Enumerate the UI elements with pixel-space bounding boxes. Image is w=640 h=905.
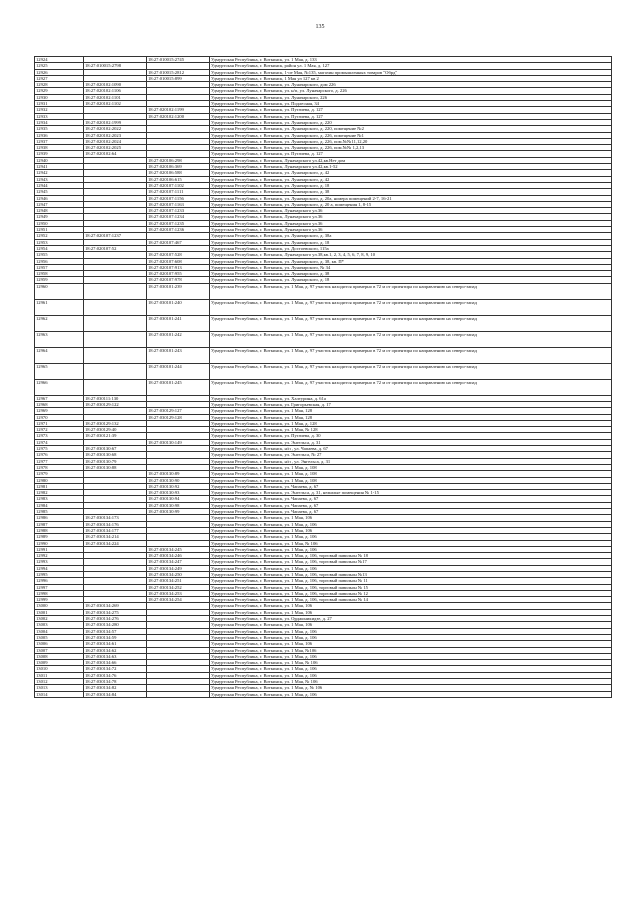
row-number-cell: 12982 — [35, 490, 84, 496]
address-cell: Удмуртская Республика, г. Воткинск, ул. 1 Мая, д. 106 — [210, 691, 612, 697]
address-cell: Удмуртская Республика, г. Воткинск, Луначарского ул.36 — [210, 208, 612, 214]
building-number-cell: 18:27:010015:2745 — [147, 57, 210, 63]
address-cell: Удмуртская Республика, г. Воткинск, Луначарского ул.42,кв.1-52 — [210, 164, 612, 170]
row-number-cell: 12977 — [35, 458, 84, 464]
row-number-cell: 12931 — [35, 101, 84, 107]
address-cell: Удмуртская Республика, г. Воткинск, ул. Пугачева, д. 127 — [210, 113, 612, 119]
building-number-cell: 18:27:020106:588 — [147, 170, 210, 176]
parcel-number-cell: 18:27:030134:76 — [84, 672, 147, 678]
address-cell: Удмуртская Республика, г. Воткинск, ул. 1 Мая, д. 97 участок находится примерно в 72 м от ориентира по направлению на северо-запад — [210, 347, 612, 363]
address-cell: Удмуртская Республика, г. Воткинск, ул. Луначарского, № 34 — [210, 264, 612, 270]
address-cell: Удмуртская Республика, г. Воткинск, ул. 1 Мая, д. 97 участок находится примерно в 72 м от ориентира по направлению на северо-запад — [210, 283, 612, 299]
building-number-cell: 18:27:020102:1199 — [147, 107, 210, 113]
row-number-cell: 12956 — [35, 258, 84, 264]
address-cell: Удмуртская Республика, г. Воткинск, ул. 1 Мая, 106 — [210, 603, 612, 609]
parcel-number-cell: 18:27:030134:84 — [84, 691, 147, 697]
building-number-cell: 18:27:030134:252 — [147, 584, 210, 590]
parcel-number-cell: 18:27:030134:280 — [84, 622, 147, 628]
page-number: 135 — [315, 24, 325, 30]
row-number-cell: 12974 — [35, 439, 84, 445]
row-number-cell: 13001 — [35, 609, 84, 615]
building-number-cell: 18:27:030130:92 — [147, 483, 210, 489]
address-cell: Удмуртская Республика, г. Воткинск, ул. Пугачева, д. 127 — [210, 107, 612, 113]
address-cell: Удмуртская Республика, г. Воткинск, ул. Луначарского, д. 38, кв. П* — [210, 258, 612, 264]
parcel-number-cell: 18:27:030134:214 — [84, 534, 147, 540]
parcel-number-cell — [84, 331, 147, 347]
address-cell: Удмуртская Республика, г. Воткинск, ул. 1 Мая, д. 108 — [210, 471, 612, 477]
address-cell: Удмуртская Республика, г. Воткинск, ул. Луначарского, д. 38 — [210, 189, 612, 195]
row-number-cell: 12995 — [35, 572, 84, 578]
parcel-number-cell: 18:27:020102:2022 — [84, 126, 147, 132]
row-number-cell: 12992 — [35, 553, 84, 559]
parcel-number-cell: 18:27:030129:40 — [84, 427, 147, 433]
row-number-cell: 12962 — [35, 315, 84, 331]
address-cell: Удмуртская Республика, г. Воткинск, ул. 1 Мая, д. 106, торговый павильон № 12 — [210, 590, 612, 596]
address-cell: Удмуртская Республика, г. Воткинск, ул. Достоевского, 115а — [210, 245, 612, 251]
row-number-cell: 12932 — [35, 107, 84, 113]
row-number-cell: 13007 — [35, 647, 84, 653]
address-cell: Удмуртская Республика, г. Воткинск, ул. 1 Мая, № 106 — [210, 660, 612, 666]
parcel-number-cell: 18:27:020102:2025 — [84, 145, 147, 151]
row-number-cell: 13014 — [35, 691, 84, 697]
address-cell: Удмуртская Республика, г. Воткинск, район ул. 1 Мая, д. 127 — [210, 63, 612, 69]
parcel-number-cell: 18:27:030134:66 — [84, 660, 147, 666]
building-number-cell: 18:27:020107:1233 — [147, 208, 210, 214]
building-number-cell: 18:27:030101:243 — [147, 347, 210, 363]
row-number-cell: 12929 — [35, 88, 84, 94]
address-cell: Удмуртская Республика, г. Воткинск, ул. 1 Мая, д. 106 — [210, 521, 612, 527]
row-number-cell: 13002 — [35, 616, 84, 622]
row-number-cell: 12940 — [35, 157, 84, 163]
row-number-cell: 12942 — [35, 170, 84, 176]
row-number-cell: 12988 — [35, 527, 84, 533]
address-cell: Удмуртская Республика, г. Воткинск, ул. 1 Мая, д. 106 — [210, 565, 612, 571]
row-number-cell: 12981 — [35, 483, 84, 489]
address-cell: Удмуртская Республика, г. Воткинск, ул. Энгельса, д. 31, нежилые помещения № 1-15 — [210, 490, 612, 496]
row-number-cell: 12934 — [35, 119, 84, 125]
row-number-cell: 12996 — [35, 578, 84, 584]
parcel-number-cell: 18:27:030134:62 — [84, 647, 147, 653]
row-number-cell: 13013 — [35, 685, 84, 691]
address-cell: Удмуртская Республика, г. Воткинск, ул. Чапаева, д. 67 — [210, 509, 612, 515]
row-number-cell: 12953 — [35, 239, 84, 245]
address-cell: Удмуртская Республика, г. Воткинск, ул. 1 Мая, д. 106 — [210, 653, 612, 659]
address-cell: Удмуртская Республика, г. Воткинск, ул. Чапаева, д. 67 — [210, 496, 612, 502]
building-number-cell: 18:27:020107:1111 — [147, 189, 210, 195]
address-cell: Удмуртская Республика, г. Воткинск, ул. 1 Мая, д. № 106 — [210, 685, 612, 691]
table-row — [35, 331, 612, 347]
building-number-cell: 18:27:030134:249 — [147, 565, 210, 571]
address-cell: Удмуртская Республика, г. Воткинск, Луначарского ул.38,кв.1, 2, 3, 4, 5, 6, 7, 8, 9, 10 — [210, 252, 612, 258]
address-cell: Удмуртская Республика, г. Воткинск, ул. Энгельса, № 27 — [210, 452, 612, 458]
row-number-cell: 12966 — [35, 379, 84, 395]
parcel-number-cell: 18:27:030134:63 — [84, 653, 147, 659]
parcel-number-cell: 18:27:030134:177 — [84, 527, 147, 533]
building-number-cell: 18:27:030130:94 — [147, 496, 210, 502]
building-number-cell: 18:27:020107:467 — [147, 239, 210, 245]
address-cell: Удмуртская Республика, г. Воткинск, 1 Мая ул 127 кв 2 — [210, 75, 612, 81]
row-number-cell: 12968 — [35, 401, 84, 407]
table-row — [35, 363, 612, 379]
row-number-cell: 12959 — [35, 277, 84, 283]
address-cell: Удмуртская Республика, г. Воткинск, ул. 1 Мая, №106 — [210, 647, 612, 653]
table-row — [35, 283, 612, 299]
parcel-number-cell: 18:27:030134:72 — [84, 666, 147, 672]
parcel-number-cell — [84, 299, 147, 315]
address-cell: Удмуртская Республика, г. Воткинск, ул. Луначарского, 226 — [210, 94, 612, 100]
parcel-number-cell: 18:27:030134:82 — [84, 685, 147, 691]
parcel-number-cell: 18:27:020102:2023 — [84, 132, 147, 138]
parcel-number-cell: 18:27:020107:1237 — [84, 233, 147, 239]
address-cell: Удмуртская Республика, г. Воткинск, ул. Орджоникидзе, д. 27 — [210, 616, 612, 622]
row-number-cell: 13000 — [35, 603, 84, 609]
building-number-cell: 18:27:020107:1102 — [147, 182, 210, 188]
building-number-cell: 18:27:030129:128 — [147, 414, 210, 420]
row-number-cell: 12950 — [35, 220, 84, 226]
register-table-body — [35, 57, 612, 698]
parcel-number-cell — [84, 347, 147, 363]
building-number-cell: 18:27:030130:90 — [147, 477, 210, 483]
row-number-cell: 13008 — [35, 653, 84, 659]
row-number-cell: 12970 — [35, 414, 84, 420]
building-number-cell: 18:27:030130:98 — [147, 502, 210, 508]
address-cell: Удмуртская Республика, г. Воткинск, ул. 1 Мая, д. 97 участок находится примерно в 72 м от ориентира по направлению на северо-запад — [210, 315, 612, 331]
building-number-cell: 18:27:030101:241 — [147, 315, 210, 331]
row-number-cell: 12989 — [35, 534, 84, 540]
parcel-number-cell: 18:27:030134:275 — [84, 609, 147, 615]
address-cell: Удмуртская Республика, г. Воткинск, ул. 1 Мая, д. 106 — [210, 672, 612, 678]
row-number-cell: 12946 — [35, 195, 84, 201]
row-number-cell: 12961 — [35, 299, 84, 315]
address-cell: Удмуртская Республика, г. Воткинск, ул. 1 Мая, 106 — [210, 609, 612, 615]
row-number-cell: 12951 — [35, 227, 84, 233]
row-number-cell: 13012 — [35, 679, 84, 685]
address-cell: Удмуртская Республика, г. Воткинск, ул. Луначарского, д. 18 — [210, 277, 612, 283]
building-number-cell: 18:27:020107:1234 — [147, 214, 210, 220]
row-number-cell: 12984 — [35, 502, 84, 508]
building-number-cell: 18:27:010015:899 — [147, 75, 210, 81]
row-number-cell: 12991 — [35, 546, 84, 552]
row-number-cell: 12927 — [35, 75, 84, 81]
building-number-cell: 18:27:020107:528 — [147, 252, 210, 258]
row-number-cell: 12972 — [35, 427, 84, 433]
parcel-number-cell: 18:27:020102:1090 — [84, 82, 147, 88]
address-cell: Удмуртская Республика, г. Воткинск, ул. 1 Мая, 106 — [210, 527, 612, 533]
table-row — [35, 299, 612, 315]
row-number-cell: 12945 — [35, 189, 84, 195]
address-cell: Удмуртская Республика, г. Воткинск, ул. Луначарского, д. 38 — [210, 271, 612, 277]
address-cell: Удмуртская Республика, г. Воткинск, ул. 1 Мая, д. 106, торговый павильон № 18 — [210, 553, 612, 559]
address-cell: Удмуртская Республика, г. Воткинск, ул. 1 Мая, д. 106, торговый павильон № 15 — [210, 584, 612, 590]
row-number-cell: 12954 — [35, 245, 84, 251]
building-number-cell: 18:27:030134:250 — [147, 572, 210, 578]
address-cell: Удмуртская Республика, г. Воткинск, ул. 1 Мая, 128 — [210, 408, 612, 414]
address-cell: Удмуртская Республика, г. Воткинск, ул. 1 Мая, д. 128 — [210, 420, 612, 426]
row-number-cell: 12936 — [35, 132, 84, 138]
address-cell: Удмуртская Республика, г. Воткинск, ул. 1 Мая, д. 106 — [210, 666, 612, 672]
address-cell: Удмуртская Республика, г. Воткинск, Луначарского ул.36 — [210, 227, 612, 233]
row-number-cell: 12930 — [35, 94, 84, 100]
address-cell: Удмуртская Республика, г. Воткинск, ул. Пугачева, д. 30 — [210, 433, 612, 439]
address-cell: Удмуртская Республика, г. Воткинск, ул. Луначарского, дом 226 — [210, 82, 612, 88]
building-number-cell: 18:27:020107:1236 — [147, 227, 210, 233]
address-cell: Удмуртская Республика, г. Воткинск, ул. 1 Мая, № 106 — [210, 679, 612, 685]
address-cell: Удмуртская Республика, г. Воткинск, ул. 1 Мая, д. 108 — [210, 477, 612, 483]
address-cell: Удмуртская Республика, г. Воткинск, ул. Луначарского, д. 20 а, помещения 1, 8-15 — [210, 201, 612, 207]
building-number-cell: 18:27:020107:955 — [147, 271, 210, 277]
row-number-cell: 12965 — [35, 363, 84, 379]
address-cell: Удмуртская Республика, г. Воткинск, ул. Луначарского, д. 220, помещение №2 — [210, 126, 612, 132]
row-number-cell: 13003 — [35, 622, 84, 628]
row-number-cell: 12999 — [35, 597, 84, 603]
row-number-cell: 12971 — [35, 420, 84, 426]
building-number-cell: 18:27:030101:242 — [147, 331, 210, 347]
row-number-cell: 12986 — [35, 515, 84, 521]
address-cell: Удмуртская Республика, г. Воткинск, Луначарского ул.42,кв.Нет дом — [210, 157, 612, 163]
address-cell: Удмуртская Республика, г. Воткинск, ул. 1 Мая, д. 106 — [210, 628, 612, 634]
row-number-cell: 13006 — [35, 641, 84, 647]
row-number-cell: 12994 — [35, 565, 84, 571]
row-number-cell: 12948 — [35, 208, 84, 214]
address-cell: Удмуртская Республика, г. Воткинск, ул. 1 Мая, д. 106, торговый павильон № 14 — [210, 597, 612, 603]
address-cell: Удмуртская Республика, г. Воткинск, ул. Луначарского, д. 42 — [210, 170, 612, 176]
building-number-cell: 18:27:030130:149 — [147, 439, 210, 445]
building-number-cell: 18:27:020106:615 — [147, 176, 210, 182]
building-number-cell: 18:27:010015:2812 — [147, 69, 210, 75]
table-row — [35, 691, 612, 697]
address-cell: Удмуртская Республика, г. Воткинск, Луначарского ул.36 — [210, 220, 612, 226]
address-cell: Удмуртская Республика, г. Воткинск, ул. 1 Мая, д. 108 — [210, 464, 612, 470]
row-number-cell: 12960 — [35, 283, 84, 299]
address-cell: Удмуртская Республика, г. Воткинск, ул. Луначарского, д. 38а — [210, 233, 612, 239]
building-number-cell: 18:27:030101:239 — [147, 283, 210, 299]
address-cell: Удмуртская Республика, г. Воткинск, ул. 1 Мая, № 128 — [210, 427, 612, 433]
row-number-cell: 12998 — [35, 590, 84, 596]
parcel-number-cell — [84, 283, 147, 299]
address-cell: Удмуртская Республика, г. Воткинск, Луначарского ул.36 — [210, 214, 612, 220]
row-number-cell: 12990 — [35, 540, 84, 546]
parcel-number-cell: 18:27:030130:68 — [84, 452, 147, 458]
address-cell: Удмуртская Республика, г. Воткинск, ул. Халтурина, д. 61а — [210, 395, 612, 401]
building-number-cell: 18:27:030130:93 — [147, 490, 210, 496]
row-number-cell: 12957 — [35, 264, 84, 270]
address-cell: Удмуртская Республика, г. Воткинск, ул. 1 Мая, д. 106 — [210, 546, 612, 552]
building-number-cell: 18:27:030101:245 — [147, 379, 210, 395]
address-cell: Удмуртская Республика, г. Воткинск, ул. 1 Мая, 106 — [210, 641, 612, 647]
parcel-number-cell: 18:27:030134:173 — [84, 515, 147, 521]
parcel-number-cell: 18:27:030134:57 — [84, 628, 147, 634]
address-cell: Удмуртская Республика, г. Воткинск, ул. Пугачева, д. 127 — [210, 151, 612, 157]
table-row — [35, 315, 612, 331]
row-number-cell: 12978 — [35, 464, 84, 470]
address-cell: Удмуртская Республика, г. Воткинск, ул. 1 Мая, д. 106 — [210, 634, 612, 640]
address-cell: Удмуртская Республика, г. Воткинск, ул. Луначарского, д. 226, пом.№№ 1,2,13 — [210, 145, 612, 151]
table-row — [35, 379, 612, 395]
building-number-cell: 18:27:030134:251 — [147, 578, 210, 584]
row-number-cell: 12997 — [35, 584, 84, 590]
address-cell: Удмуртская Республика, г. Воткинск, ул. 1 Мая, 106 — [210, 515, 612, 521]
parcel-number-cell: 18:27:020102:1102 — [84, 101, 147, 107]
address-cell: Удмуртская Республика, г. Воткинск, ул. 1 Мая, д. 97 участок находится примерно в 72 м от ориентира по направлению на северо-запад — [210, 363, 612, 379]
parcel-number-cell: 18:27:030134:59 — [84, 634, 147, 640]
building-number-cell: 18:27:030134:245 — [147, 546, 210, 552]
row-number-cell: 12941 — [35, 164, 84, 170]
row-number-cell: 12938 — [35, 145, 84, 151]
parcel-number-cell: 18:27:030130:67 — [84, 446, 147, 452]
address-cell: Удмуртская Республика, г. Воткинск, ул. 1 Мая, 128 — [210, 414, 612, 420]
parcel-number-cell: 18:27:030130:88 — [84, 464, 147, 470]
address-cell: Удмуртская Республика, г. Воткинск, ул. 1 Мая, № 106 — [210, 540, 612, 546]
parcel-number-cell: 18:27:020102:1101 — [84, 94, 147, 100]
parcel-number-cell — [84, 315, 147, 331]
address-cell: Удмуртская Республика, г. Воткинск, ул. 1 Мая, 106 — [210, 622, 612, 628]
parcel-number-cell: 18:27:030134:269 — [84, 603, 147, 609]
parcel-number-cell: 18:27:020102:64 — [84, 151, 147, 157]
row-number-cell: 12924 — [35, 57, 84, 63]
building-number-cell: 18:27:020107:1156 — [147, 195, 210, 201]
building-number-cell — [147, 691, 210, 697]
address-cell: Удмуртская Республика, г. Воткинск, ул. н/п, ул. Луначарского, д. 226 — [210, 88, 612, 94]
address-cell: Удмуртская Республика, г. Воткинск, ул. Чапаева, д. 67 — [210, 502, 612, 508]
building-number-cell: 18:27:030130:99 — [147, 509, 210, 515]
row-number-cell: 12975 — [35, 446, 84, 452]
address-cell: Удмуртская Республика, г. Воткинск, ул. 1 Мая, д. 133 — [210, 57, 612, 63]
row-number-cell: 13004 — [35, 628, 84, 634]
address-cell: Удмуртская Республика, г. Воткинск, ул. Луначарского, д. 220 — [210, 119, 612, 125]
address-cell: Удмуртская Республика, г. Воткинск, ул. Луначарского, д. 20а, номера помещений 2-7, 16-21 — [210, 195, 612, 201]
row-number-cell: 12969 — [35, 408, 84, 414]
parcel-number-cell: 18:27:030111:130 — [84, 395, 147, 401]
row-number-cell: 13011 — [35, 672, 84, 678]
row-number-cell: 12935 — [35, 126, 84, 132]
building-number-cell: 18:27:030101:244 — [147, 363, 210, 379]
address-cell: Удмуртская Республика, г. Воткинск, ул. 1 Мая, д. 97 участок находится примерно в 72 м от ориентира по направлению на северо-запад — [210, 379, 612, 395]
row-number-cell: 12939 — [35, 151, 84, 157]
row-number-cell: 12944 — [35, 182, 84, 188]
parcel-number-cell: 18:27:030129:132 — [84, 420, 147, 426]
row-number-cell: 12952 — [35, 233, 84, 239]
parcel-number-cell: 18:27:010015:2798 — [84, 63, 147, 69]
building-number-cell: 18:27:030101:240 — [147, 299, 210, 315]
address-cell: Удмуртская Республика, г. Воткинск, ул. 1 Мая, д. 106, торговый павильон №17 — [210, 559, 612, 565]
address-cell: Удмуртская Республика, г. Воткинск, ул. Луначарского, д. 18 — [210, 182, 612, 188]
address-cell: Удмуртская Республика, г. Воткинск, н/п , ул. Чапаева, д. 67 — [210, 446, 612, 452]
row-number-cell: 12987 — [35, 521, 84, 527]
row-number-cell: 13009 — [35, 660, 84, 666]
parcel-number-cell: 18:27:030134:61 — [84, 641, 147, 647]
building-number-cell: 18:27:030130:89 — [147, 471, 210, 477]
row-number-cell: 12976 — [35, 452, 84, 458]
parcel-number-cell — [84, 379, 147, 395]
row-number-cell: 12926 — [35, 69, 84, 75]
row-number-cell: 12963 — [35, 331, 84, 347]
row-number-cell: 12928 — [35, 82, 84, 88]
building-number-cell: 18:27:030134:253 — [147, 590, 210, 596]
address-cell: Удмуртская Республика, г. Воткинск, ул. 1 Мая, д. 106, торговый павильон №13 — [210, 572, 612, 578]
building-number-cell: 18:27:030129:127 — [147, 408, 210, 414]
address-cell: Удмуртская Республика, г. Воткинск, ул. 1 Мая, д. 97 участок находится примерно в 72 м от ориентира по направлению на северо-запад — [210, 331, 612, 347]
parcel-number-cell: 18:27:030121:39 — [84, 433, 147, 439]
address-cell: Удмуртская Республика, г. Воткинск, ул. Чапаева, д. 67 — [210, 483, 612, 489]
address-cell: Удмуртская Республика, г. Воткинск, ул. Луначарского, д. 42 — [210, 176, 612, 182]
row-number-cell: 12964 — [35, 347, 84, 363]
row-number-cell: 13005 — [35, 634, 84, 640]
parcel-number-cell: 18:27:030134:224 — [84, 540, 147, 546]
parcel-number-cell: 18:27:030129:122 — [84, 401, 147, 407]
row-number-cell: 12955 — [35, 252, 84, 258]
parcel-number-cell: 18:27:030134:78 — [84, 679, 147, 685]
building-number-cell: 18:27:020106:298 — [147, 157, 210, 163]
address-cell: Удмуртская Республика, г. Воткинск, ул. Луначарского, д. 18 — [210, 239, 612, 245]
building-number-cell: 18:27:030134:246 — [147, 553, 210, 559]
row-number-cell: 12943 — [35, 176, 84, 182]
parcel-number-cell: 18:27:030134:276 — [84, 616, 147, 622]
parcel-number-cell — [84, 363, 147, 379]
address-cell: Удмуртская Республика, г. Воткинск, ул. Григорьевская, д. 17 — [210, 401, 612, 407]
register-table — [34, 56, 612, 698]
row-number-cell: 12979 — [35, 471, 84, 477]
parcel-number-cell: 18:27:020102:1106 — [84, 88, 147, 94]
address-cell: Удмуртская Республика, г. Воткинск, 1-ое Мая, №135, магазин промышленных товаров "Обрд" — [210, 69, 612, 75]
building-number-cell: 18:27:030134:254 — [147, 597, 210, 603]
address-cell: Удмуртская Республика, г. Воткинск, ул. Энгельса, д. 31 — [210, 439, 612, 445]
row-number-cell: 12973 — [35, 433, 84, 439]
row-number-cell: 12947 — [35, 201, 84, 207]
building-number-cell: 18:27:020107:913 — [147, 264, 210, 270]
address-cell: Удмуртская Республика, г. Воткинск, ул. Луначарского, д. 226, помещение №1 — [210, 132, 612, 138]
building-number-cell: 18:27:020106:369 — [147, 164, 210, 170]
row-number-cell: 13010 — [35, 666, 84, 672]
row-number-cell: 12937 — [35, 138, 84, 144]
row-number-cell: 12925 — [35, 63, 84, 69]
building-number-cell: 18:27:030134:247 — [147, 559, 210, 565]
building-number-cell: 18:27:020102:1200 — [147, 113, 210, 119]
table-row — [35, 347, 612, 363]
row-number-cell: 12985 — [35, 509, 84, 515]
address-cell: Удмуртская Республика, г. Воткинск, ул. 1 Мая, д. 106, торговый павильон № 11 — [210, 578, 612, 584]
address-cell: Удмуртская Республика, г. Воткинск, ул. Подлесная, 34 — [210, 101, 612, 107]
row-number-cell: 12967 — [35, 395, 84, 401]
row-number-cell: 12958 — [35, 271, 84, 277]
row-number-cell: 12949 — [35, 214, 84, 220]
building-number-cell: 18:27:020107:1235 — [147, 220, 210, 226]
parcel-number-cell: 18:27:020107:52 — [84, 245, 147, 251]
row-number-cell: 12993 — [35, 559, 84, 565]
address-cell: Удмуртская Республика, г. Воткинск, ул. 1 Мая, д. 97 участок находится примерно в 72 м от ориентира по направлению на северо-запад — [210, 299, 612, 315]
building-number-cell: 18:27:020107:978 — [147, 277, 210, 283]
address-cell: Удмуртская Республика, г. Воткинск, н/п , ул. Энгельса, д. 31 — [210, 458, 612, 464]
building-number-cell: 18:27:020107:1163 — [147, 201, 210, 207]
building-number-cell: 18:27:020107:608 — [147, 258, 210, 264]
parcel-number-cell: 18:27:020102:2024 — [84, 138, 147, 144]
row-number-cell: 12983 — [35, 496, 84, 502]
parcel-number-cell: 18:27:020102:1999 — [84, 119, 147, 125]
parcel-number-cell: 18:27:030134:176 — [84, 521, 147, 527]
address-cell: Удмуртская Республика, г. Воткинск, ул. Луначарского, д. 226, пом.№№11,12,20 — [210, 138, 612, 144]
address-cell: Удмуртская Республика, г. Воткинск, ул. 1 Мая, д. 106 — [210, 534, 612, 540]
row-number-cell: 12980 — [35, 477, 84, 483]
row-number-cell: 12933 — [35, 113, 84, 119]
parcel-number-cell: 18:27:030130:79 — [84, 458, 147, 464]
